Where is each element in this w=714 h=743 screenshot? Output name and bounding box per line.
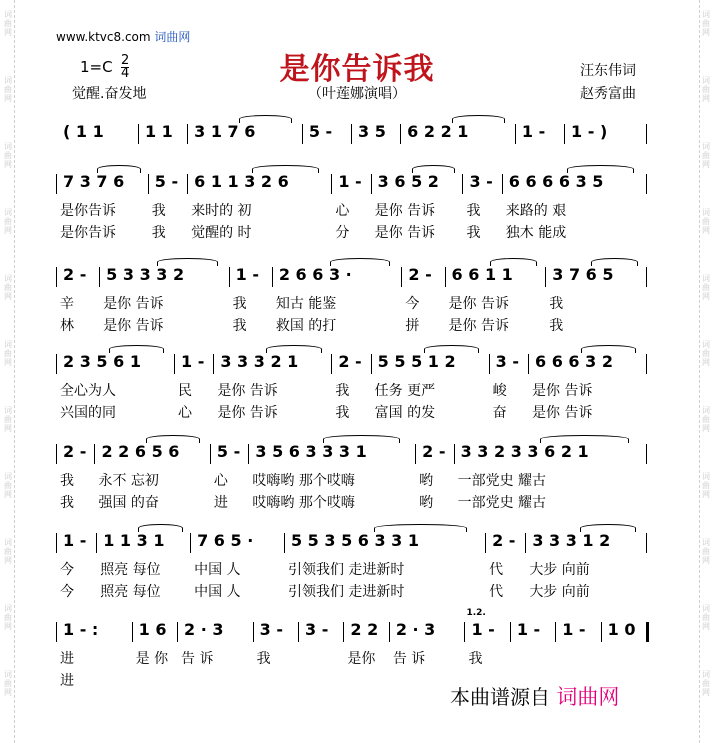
- lyric-text: 独木 能成: [505, 225, 567, 241]
- side-watermark: 词 曲 网: [702, 406, 710, 433]
- measure: 1 -: [516, 620, 541, 639]
- measure: 1 0: [607, 620, 636, 639]
- measure: 5 3 3 3 2: [106, 265, 185, 284]
- side-watermark: 词 曲 网: [4, 472, 12, 499]
- slur: [581, 345, 636, 353]
- time-top: 2: [121, 53, 130, 68]
- measure: 6 6 1 1: [451, 265, 513, 284]
- lyric-text: 拼: [405, 318, 420, 334]
- lyric-text: 我: [468, 651, 483, 667]
- slur: [323, 435, 400, 443]
- measure: 3 1 7 6: [194, 122, 256, 141]
- barline: [454, 444, 455, 464]
- measure: 1 -: [471, 620, 495, 639]
- lyric-text: 是你告诉: [60, 225, 116, 241]
- barline: [148, 174, 149, 194]
- barline: [248, 444, 249, 464]
- measure: 2 -: [422, 442, 446, 461]
- barline: [187, 174, 188, 194]
- barline: [56, 622, 57, 642]
- lyric-text: 进: [213, 495, 228, 511]
- lyric-text: 任务 更严: [374, 383, 436, 399]
- slur: [567, 165, 634, 173]
- lyric-text: 奋: [492, 405, 507, 421]
- side-watermark: 词 曲 网: [4, 406, 12, 433]
- lyric-text: 永不 忘初: [98, 473, 159, 489]
- measure: 6 6 6 3 2: [535, 352, 613, 371]
- lyric-text: 辛: [60, 296, 74, 312]
- barline: [284, 533, 285, 553]
- lyric-text: 我: [335, 383, 350, 399]
- measure: ( 1 1: [63, 122, 104, 141]
- barline: [389, 622, 390, 642]
- measure: 5 5 3 5 6 3 3 1: [290, 531, 420, 550]
- lyric-row: [56, 470, 656, 490]
- slur: [138, 524, 182, 532]
- lyric-text: 是你: [347, 651, 376, 667]
- lyric-text: 我: [151, 225, 166, 241]
- barline: [464, 622, 465, 642]
- barline: [528, 354, 529, 374]
- lyric-text: 林: [60, 318, 74, 334]
- barline: [56, 533, 57, 553]
- lyric-text: 引领我们 走进新时: [287, 584, 405, 600]
- barline: [400, 124, 401, 144]
- lyric-text: 我: [549, 318, 564, 334]
- barline: [515, 124, 516, 144]
- lyric-text: 是你 告诉: [374, 225, 436, 241]
- lyric-text: 是你 告诉: [103, 296, 164, 312]
- measure: 5 -: [308, 122, 333, 141]
- measure: 1 - ): [571, 122, 608, 141]
- lyric-row: [56, 293, 656, 313]
- barline: [601, 622, 602, 642]
- measure: 2 3 5 6 1: [63, 352, 141, 371]
- measure: 1 -: [338, 172, 362, 191]
- side-watermark: 词 曲 网: [702, 340, 710, 367]
- performer: （叶莲娜演唱）: [308, 86, 406, 102]
- barline: [138, 124, 139, 144]
- time-bottom: 4: [121, 66, 130, 81]
- measure: 3 -: [495, 352, 519, 371]
- measure: 7 6 5 ·: [197, 531, 254, 550]
- barline: [99, 267, 100, 287]
- barline: [174, 354, 175, 374]
- lyric-text: 是你告诉: [60, 203, 116, 219]
- lyric-text: 哟: [419, 495, 434, 511]
- lyric-text: 告 诉: [392, 651, 426, 667]
- measure: 5 5 5 1 2: [377, 352, 456, 371]
- lyric-text: 是 你: [135, 651, 169, 667]
- slur: [452, 115, 506, 123]
- measure: 3 3 3 2 1: [220, 352, 299, 371]
- measure: 2 2 6 5 6: [101, 442, 180, 461]
- barline: [525, 533, 526, 553]
- slur: [146, 435, 200, 443]
- measure: 3 7 6 5: [552, 265, 614, 284]
- measure: 2 6 6 3 ·: [278, 265, 352, 284]
- barline: [298, 622, 299, 642]
- barline: [56, 354, 57, 374]
- time-signature: [121, 55, 129, 80]
- source-credit: [450, 681, 619, 711]
- lyric-text: 照亮 每位: [100, 562, 161, 578]
- lyric-row: [56, 581, 656, 601]
- barline: [646, 354, 647, 374]
- lyric-text: 我: [232, 296, 247, 312]
- lyric-text: 我: [151, 203, 166, 219]
- lyric-text: 一部党史 耀古: [457, 473, 547, 489]
- slur: [490, 258, 537, 266]
- lyric-text: 告 诉: [181, 651, 214, 667]
- measure: 3 3 2 3 3 6 2 1: [460, 442, 589, 461]
- lyric-row: [56, 648, 656, 668]
- notation-row: [56, 265, 656, 289]
- song-title: 是你告诉我: [279, 52, 435, 87]
- lyric-text: 是你 告诉: [532, 383, 593, 399]
- credit-site[interactable]: 词曲网: [556, 685, 620, 709]
- composer: 赵秀富曲: [580, 86, 636, 102]
- slur: [330, 258, 390, 266]
- barline: [371, 354, 372, 374]
- side-watermark: 词 曲 网: [702, 274, 710, 301]
- lyric-text: 进: [60, 673, 74, 689]
- lyric-text: 进: [60, 651, 74, 667]
- lyric-text: 大步 向前: [529, 584, 590, 600]
- measure: 1 1: [144, 122, 173, 141]
- measure: 5 -: [154, 172, 179, 191]
- site-url[interactable]: www.ktvc8.com: [56, 30, 151, 44]
- lyric-text: 今: [405, 296, 420, 312]
- side-watermark: 词 曲 网: [702, 604, 710, 631]
- lyric-text: 今: [60, 584, 74, 600]
- right-border: [699, 0, 714, 743]
- lyric-row: [56, 200, 656, 220]
- measure: 5 -: [216, 442, 241, 461]
- measure: 7 3 7 6: [63, 172, 125, 191]
- slur: [109, 345, 164, 353]
- barline: [401, 267, 402, 287]
- lyric-text: 是你 告诉: [448, 318, 509, 334]
- lyric-text: 代: [489, 584, 504, 600]
- slur: [412, 165, 455, 173]
- lyric-text: 我: [466, 203, 481, 219]
- barline: [545, 267, 546, 287]
- measure: 2 -: [63, 265, 87, 284]
- barline: [415, 444, 416, 464]
- measure: 1 -: [521, 122, 546, 141]
- side-watermark: 词 曲 网: [702, 208, 710, 235]
- measure: 3 -: [305, 620, 329, 639]
- side-watermark: 词 曲 网: [4, 670, 12, 697]
- lyric-text: 我: [335, 405, 350, 421]
- measure: 1 - :: [63, 620, 99, 639]
- lyric-text: 哎嗨哟 那个哎嗨: [252, 473, 355, 489]
- side-watermark: 词 曲 网: [702, 538, 710, 565]
- lyric-text: 今: [60, 562, 74, 578]
- barline: [462, 174, 463, 194]
- side-watermark: 词 曲 网: [4, 10, 12, 37]
- barline: [489, 354, 490, 374]
- measure: 3 3 3 1 2: [532, 531, 611, 550]
- lyric-text: 是你 告诉: [532, 405, 593, 421]
- lyric-text: 哎嗨哟 那个哎嗨: [252, 495, 355, 511]
- lyric-row: [56, 492, 656, 512]
- measure: 2 -: [63, 442, 87, 461]
- barline: [177, 622, 178, 642]
- barline: [485, 533, 486, 553]
- volta-label: 1.2.: [466, 608, 486, 618]
- measure: 6 2 2 1: [407, 122, 469, 141]
- tempo-style: 觉醒.奋发地: [72, 86, 147, 102]
- measure: 1 -: [181, 352, 205, 371]
- measure: 3 5 6 3 3 3 1: [255, 442, 367, 461]
- lyric-text: 强国 的奋: [98, 495, 159, 511]
- lyric-text: 来路的 艰: [505, 203, 567, 219]
- measure: 2 -: [492, 531, 516, 550]
- lyric-row: [56, 380, 656, 400]
- measure: 2 · 3: [184, 620, 224, 639]
- lyric-row: [56, 315, 656, 335]
- lyric-text: 大步 向前: [529, 562, 590, 578]
- barline: [646, 533, 647, 553]
- key-signature: 1=C: [80, 58, 113, 76]
- lyric-text: 是你 告诉: [448, 296, 509, 312]
- barline: [510, 622, 511, 642]
- slur: [97, 165, 140, 173]
- barline: [331, 174, 332, 194]
- barline: [646, 267, 647, 287]
- notation-row: [56, 442, 656, 466]
- side-watermark: 词 曲 网: [4, 340, 12, 367]
- barline: [229, 267, 230, 287]
- lyric-text: 中国 人: [194, 584, 241, 600]
- site-header[interactable]: [56, 28, 190, 45]
- barline: [646, 124, 647, 144]
- notation-row: [56, 352, 656, 376]
- lyric-text: 中国 人: [194, 562, 241, 578]
- side-watermark: 词 曲 网: [4, 538, 12, 565]
- side-watermark: 词 曲 网: [4, 274, 12, 301]
- barline: [351, 124, 352, 144]
- lyric-text: 引领我们 走进新时: [287, 562, 405, 578]
- lyric-text: 峻: [492, 383, 507, 399]
- barline: [190, 533, 191, 553]
- barline: [132, 622, 133, 642]
- slur: [252, 165, 319, 173]
- measure: 6 1 1 3 2 6: [194, 172, 289, 191]
- barline: [302, 124, 303, 144]
- lyric-text: 是你 告诉: [217, 383, 278, 399]
- measure: 3 5: [358, 122, 386, 141]
- measure: 1 -: [63, 531, 87, 550]
- measure: 2 · 3: [395, 620, 436, 639]
- lyric-text: 哟: [419, 473, 434, 489]
- barline: [502, 174, 503, 194]
- notation-row: [56, 122, 656, 146]
- barline: [56, 174, 57, 194]
- lyric-text: 心: [178, 405, 192, 421]
- slur: [239, 115, 293, 123]
- measure: 1 6: [138, 620, 167, 639]
- lyric-text: 富国 的发: [374, 405, 436, 421]
- lyric-text: 民: [178, 383, 192, 399]
- barline: [253, 622, 254, 642]
- measure: 1 -: [562, 620, 586, 639]
- measure: 1 -: [235, 265, 260, 284]
- side-watermark: 词 曲 网: [702, 142, 710, 169]
- lyric-text: 代: [489, 562, 504, 578]
- lyric-text: 我: [60, 473, 74, 489]
- barline: [646, 174, 647, 194]
- lyric-text: 是你 告诉: [217, 405, 278, 421]
- slur: [591, 258, 638, 266]
- measure: 2 -: [408, 265, 432, 284]
- lyric-text: 救国 的打: [275, 318, 337, 334]
- barline: [445, 267, 446, 287]
- lyric-text: 心: [335, 203, 350, 219]
- lyric-text: 兴国的同: [60, 405, 116, 421]
- site-name[interactable]: 词曲网: [154, 30, 191, 44]
- lyric-row: [56, 222, 656, 242]
- lyric-text: 我: [60, 495, 74, 511]
- slur: [266, 345, 321, 353]
- lyric-text: 我: [232, 318, 247, 334]
- measure: 3 6 5 2: [377, 172, 439, 191]
- side-watermark: 词 曲 网: [4, 604, 12, 631]
- barline: [56, 267, 57, 287]
- side-watermark: 词 曲 网: [702, 76, 710, 103]
- lyric-text: 是你 告诉: [374, 203, 436, 219]
- credit-prefix: 本曲谱源自: [450, 685, 550, 709]
- lyric-row: [56, 402, 656, 422]
- barline: [371, 174, 372, 194]
- barline: [646, 444, 647, 464]
- slur: [157, 258, 217, 266]
- barline: [213, 354, 214, 374]
- left-border: [0, 0, 15, 743]
- barline: [96, 533, 97, 553]
- barline: [272, 267, 273, 287]
- measure: 1 1 3 1: [103, 531, 165, 550]
- slur: [374, 524, 467, 532]
- side-watermark: 词 曲 网: [4, 208, 12, 235]
- notation-row: [56, 172, 656, 196]
- lyric-text: 心: [213, 473, 228, 489]
- lyric-text: 分: [335, 225, 350, 241]
- barline: [94, 444, 95, 464]
- lyric-text: 我: [549, 296, 564, 312]
- measure: 2 2: [350, 620, 379, 639]
- slur: [424, 345, 479, 353]
- barline: [210, 444, 211, 464]
- side-watermark: 词 曲 网: [702, 670, 710, 697]
- lyric-text: 知古 能鉴: [275, 296, 337, 312]
- barline: [331, 354, 332, 374]
- barline: [56, 444, 57, 464]
- lyric-row: [56, 559, 656, 579]
- side-watermark: 词 曲 网: [702, 472, 710, 499]
- lyric-text: 我: [256, 651, 271, 667]
- slur: [580, 524, 636, 532]
- lyric-text: 来时的 初: [191, 203, 252, 219]
- side-watermark: 词 曲 网: [702, 10, 710, 37]
- side-watermark: 词 曲 网: [4, 142, 12, 169]
- lyric-text: 全心为人: [60, 383, 116, 399]
- lyricist: 汪东伟词: [580, 63, 636, 79]
- lyric-text: 一部党史 耀古: [457, 495, 547, 511]
- lyric-text: 照亮 每位: [100, 584, 161, 600]
- slur: [540, 435, 629, 443]
- notation-row: [56, 608, 656, 644]
- barline: [187, 124, 188, 144]
- lyric-text: 觉醒的 时: [191, 225, 252, 241]
- measure: 3 -: [469, 172, 493, 191]
- lyric-text: 我: [466, 225, 481, 241]
- lyric-text: 是你 告诉: [103, 318, 164, 334]
- barline: [564, 124, 565, 144]
- measure: 2 -: [338, 352, 362, 371]
- measure: 6 6 6 6 3 5: [508, 172, 604, 191]
- barline: [555, 622, 556, 642]
- side-watermark: 词 曲 网: [4, 76, 12, 103]
- notation-row: [56, 531, 656, 555]
- barline: [343, 622, 344, 642]
- barline: [646, 622, 649, 642]
- measure: 3 -: [259, 620, 283, 639]
